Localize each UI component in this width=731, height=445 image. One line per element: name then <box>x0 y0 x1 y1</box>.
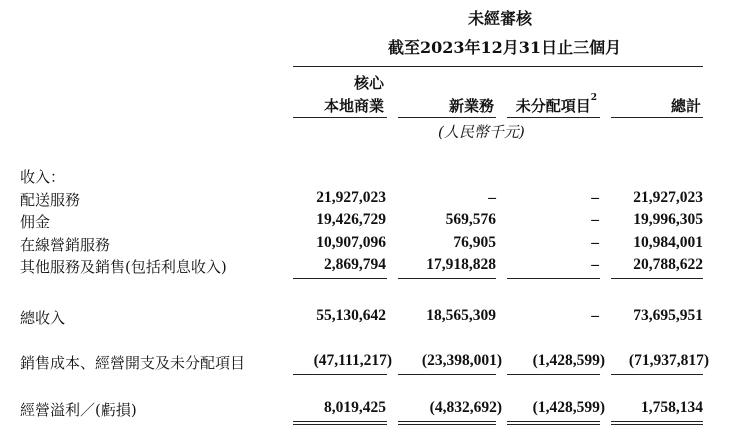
cell: 76,905 <box>453 234 496 251</box>
costs-rule-1 <box>293 374 387 375</box>
cell: 2,869,794 <box>324 256 386 273</box>
subtotal-rule-2 <box>398 278 496 279</box>
col2-rule <box>398 117 496 118</box>
col3-footnote: 2 <box>590 93 597 103</box>
row-label-costs: 銷售成本、經營開支及未分配項目 <box>20 354 246 372</box>
col3-rule <box>507 117 600 118</box>
cell: – <box>591 211 599 228</box>
subtotal-rule-1 <box>293 278 387 279</box>
col1-rule <box>293 117 387 118</box>
cell: – <box>591 189 599 206</box>
unit-label: (人民幣千元) <box>438 123 525 141</box>
cell: (4,832,692) <box>429 399 502 416</box>
costs-rule-2 <box>398 374 496 375</box>
cell: 73,695,951 <box>633 307 703 324</box>
cell: – <box>591 234 599 251</box>
cell: (1,428,599) <box>532 399 605 416</box>
cell: (71,937,817) <box>628 352 709 369</box>
cell: 10,907,096 <box>316 234 386 251</box>
cell: – <box>591 307 599 324</box>
col4-heading: 總計 <box>670 97 701 115</box>
cell: 19,996,305 <box>633 211 703 228</box>
row-label-commission: 佣金 <box>20 213 51 231</box>
col4-rule <box>611 117 703 118</box>
subtotal-rule-4 <box>611 278 703 279</box>
cell: 8,019,425 <box>324 399 386 416</box>
cell: (47,111,217) <box>313 352 392 369</box>
cell: (1,428,599) <box>532 352 605 369</box>
cell: 18,565,309 <box>426 307 496 324</box>
col1-heading-line2: 本地商業 <box>323 97 384 115</box>
costs-rule-3 <box>507 374 600 375</box>
table-title: 未經審核 <box>468 9 533 28</box>
total-double-rule-2 <box>398 421 496 425</box>
total-double-rule-3 <box>507 421 600 425</box>
row-label-delivery: 配送服務 <box>20 191 81 209</box>
col3-heading <box>516 95 597 116</box>
cell: 1,758,134 <box>641 399 703 416</box>
cell: 19,426,729 <box>316 211 386 228</box>
cell: 21,927,023 <box>633 189 703 206</box>
total-double-rule-1 <box>293 421 387 425</box>
col1-heading-line1: 核心 <box>353 74 384 92</box>
subtotal-rule-3 <box>507 278 600 279</box>
cell: – <box>591 256 599 273</box>
cell: (23,398,001) <box>421 352 502 369</box>
total-double-rule-4 <box>611 421 703 425</box>
period-heading: 截至2023年12月31日止三個月 <box>388 38 622 57</box>
cell: 10,984,001 <box>633 234 703 251</box>
col3-heading-text: 未分配項目 <box>515 97 591 115</box>
row-label-total-revenue: 總收入 <box>20 309 66 327</box>
cell: 569,576 <box>445 211 496 228</box>
cell: 20,788,622 <box>633 256 703 273</box>
revenue-heading: 收入： <box>20 168 66 186</box>
cell: – <box>488 189 496 206</box>
costs-rule-4 <box>611 374 703 375</box>
row-label-other: 其他服務及銷售(包括利息收入) <box>20 258 227 276</box>
cell: 21,927,023 <box>316 189 386 206</box>
col2-heading: 新業務 <box>448 97 494 115</box>
cell: 17,918,828 <box>426 256 496 273</box>
row-label-marketing: 在線營銷服務 <box>20 236 111 254</box>
row-label-operating: 經營溢利／(虧損) <box>20 401 137 419</box>
cell: 55,130,642 <box>316 307 386 324</box>
header-rule <box>293 66 703 67</box>
